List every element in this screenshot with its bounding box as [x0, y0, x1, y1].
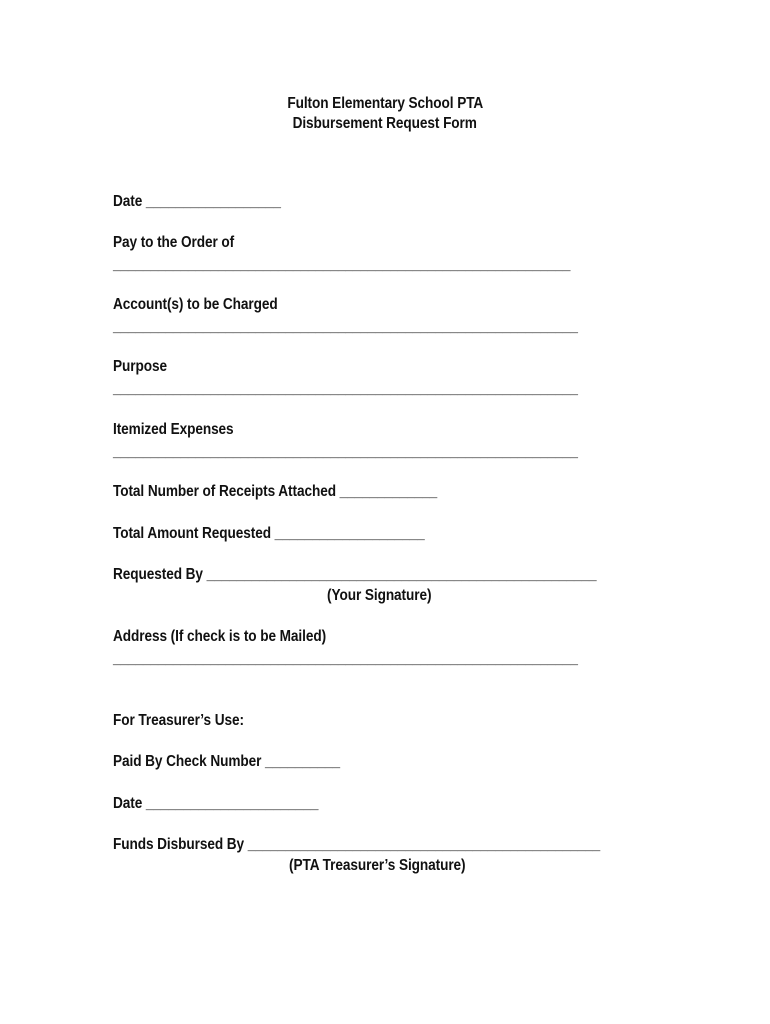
address-label: Address (If check is to be Mailed) [113, 628, 327, 645]
form-title-school: Fulton Elementary School PTA [287, 95, 483, 112]
accounts-line[interactable]: ______________________________________________________________ [113, 318, 578, 335]
pay-to-label: Pay to the Order of [113, 234, 235, 251]
treasurer-signature-caption: (PTA Treasurer’s Signature) [289, 857, 466, 874]
funds-disbursed-field[interactable]: Funds Disbursed By _______________________________________________ [113, 836, 601, 853]
requested-by-field[interactable]: Requested By ____________________________________________________ [113, 566, 597, 583]
check-number-field[interactable]: Paid By Check Number __________ [113, 753, 341, 770]
your-signature-caption: (Your Signature) [327, 587, 432, 604]
pay-to-line[interactable]: _____________________________________________________________ [113, 256, 571, 273]
itemized-expenses-line[interactable]: ______________________________________________________________ [113, 443, 578, 460]
address-line[interactable]: ______________________________________________________________ [113, 650, 578, 667]
purpose-line[interactable]: ______________________________________________________________ [113, 380, 578, 397]
itemized-expenses-label: Itemized Expenses [113, 421, 234, 438]
purpose-label: Purpose [113, 358, 167, 375]
amount-requested-field[interactable]: Total Amount Requested ____________________ [113, 525, 425, 542]
treasurer-date-field[interactable]: Date _______________________ [113, 795, 319, 812]
accounts-label: Account(s) to be Charged [113, 296, 278, 313]
date-field[interactable]: Date __________________ [113, 193, 281, 210]
treasurer-section-heading: For Treasurer’s Use: [113, 712, 244, 729]
form-title-form: Disbursement Request Form [292, 115, 478, 132]
receipts-count-field[interactable]: Total Number of Receipts Attached _____________ [113, 483, 438, 500]
